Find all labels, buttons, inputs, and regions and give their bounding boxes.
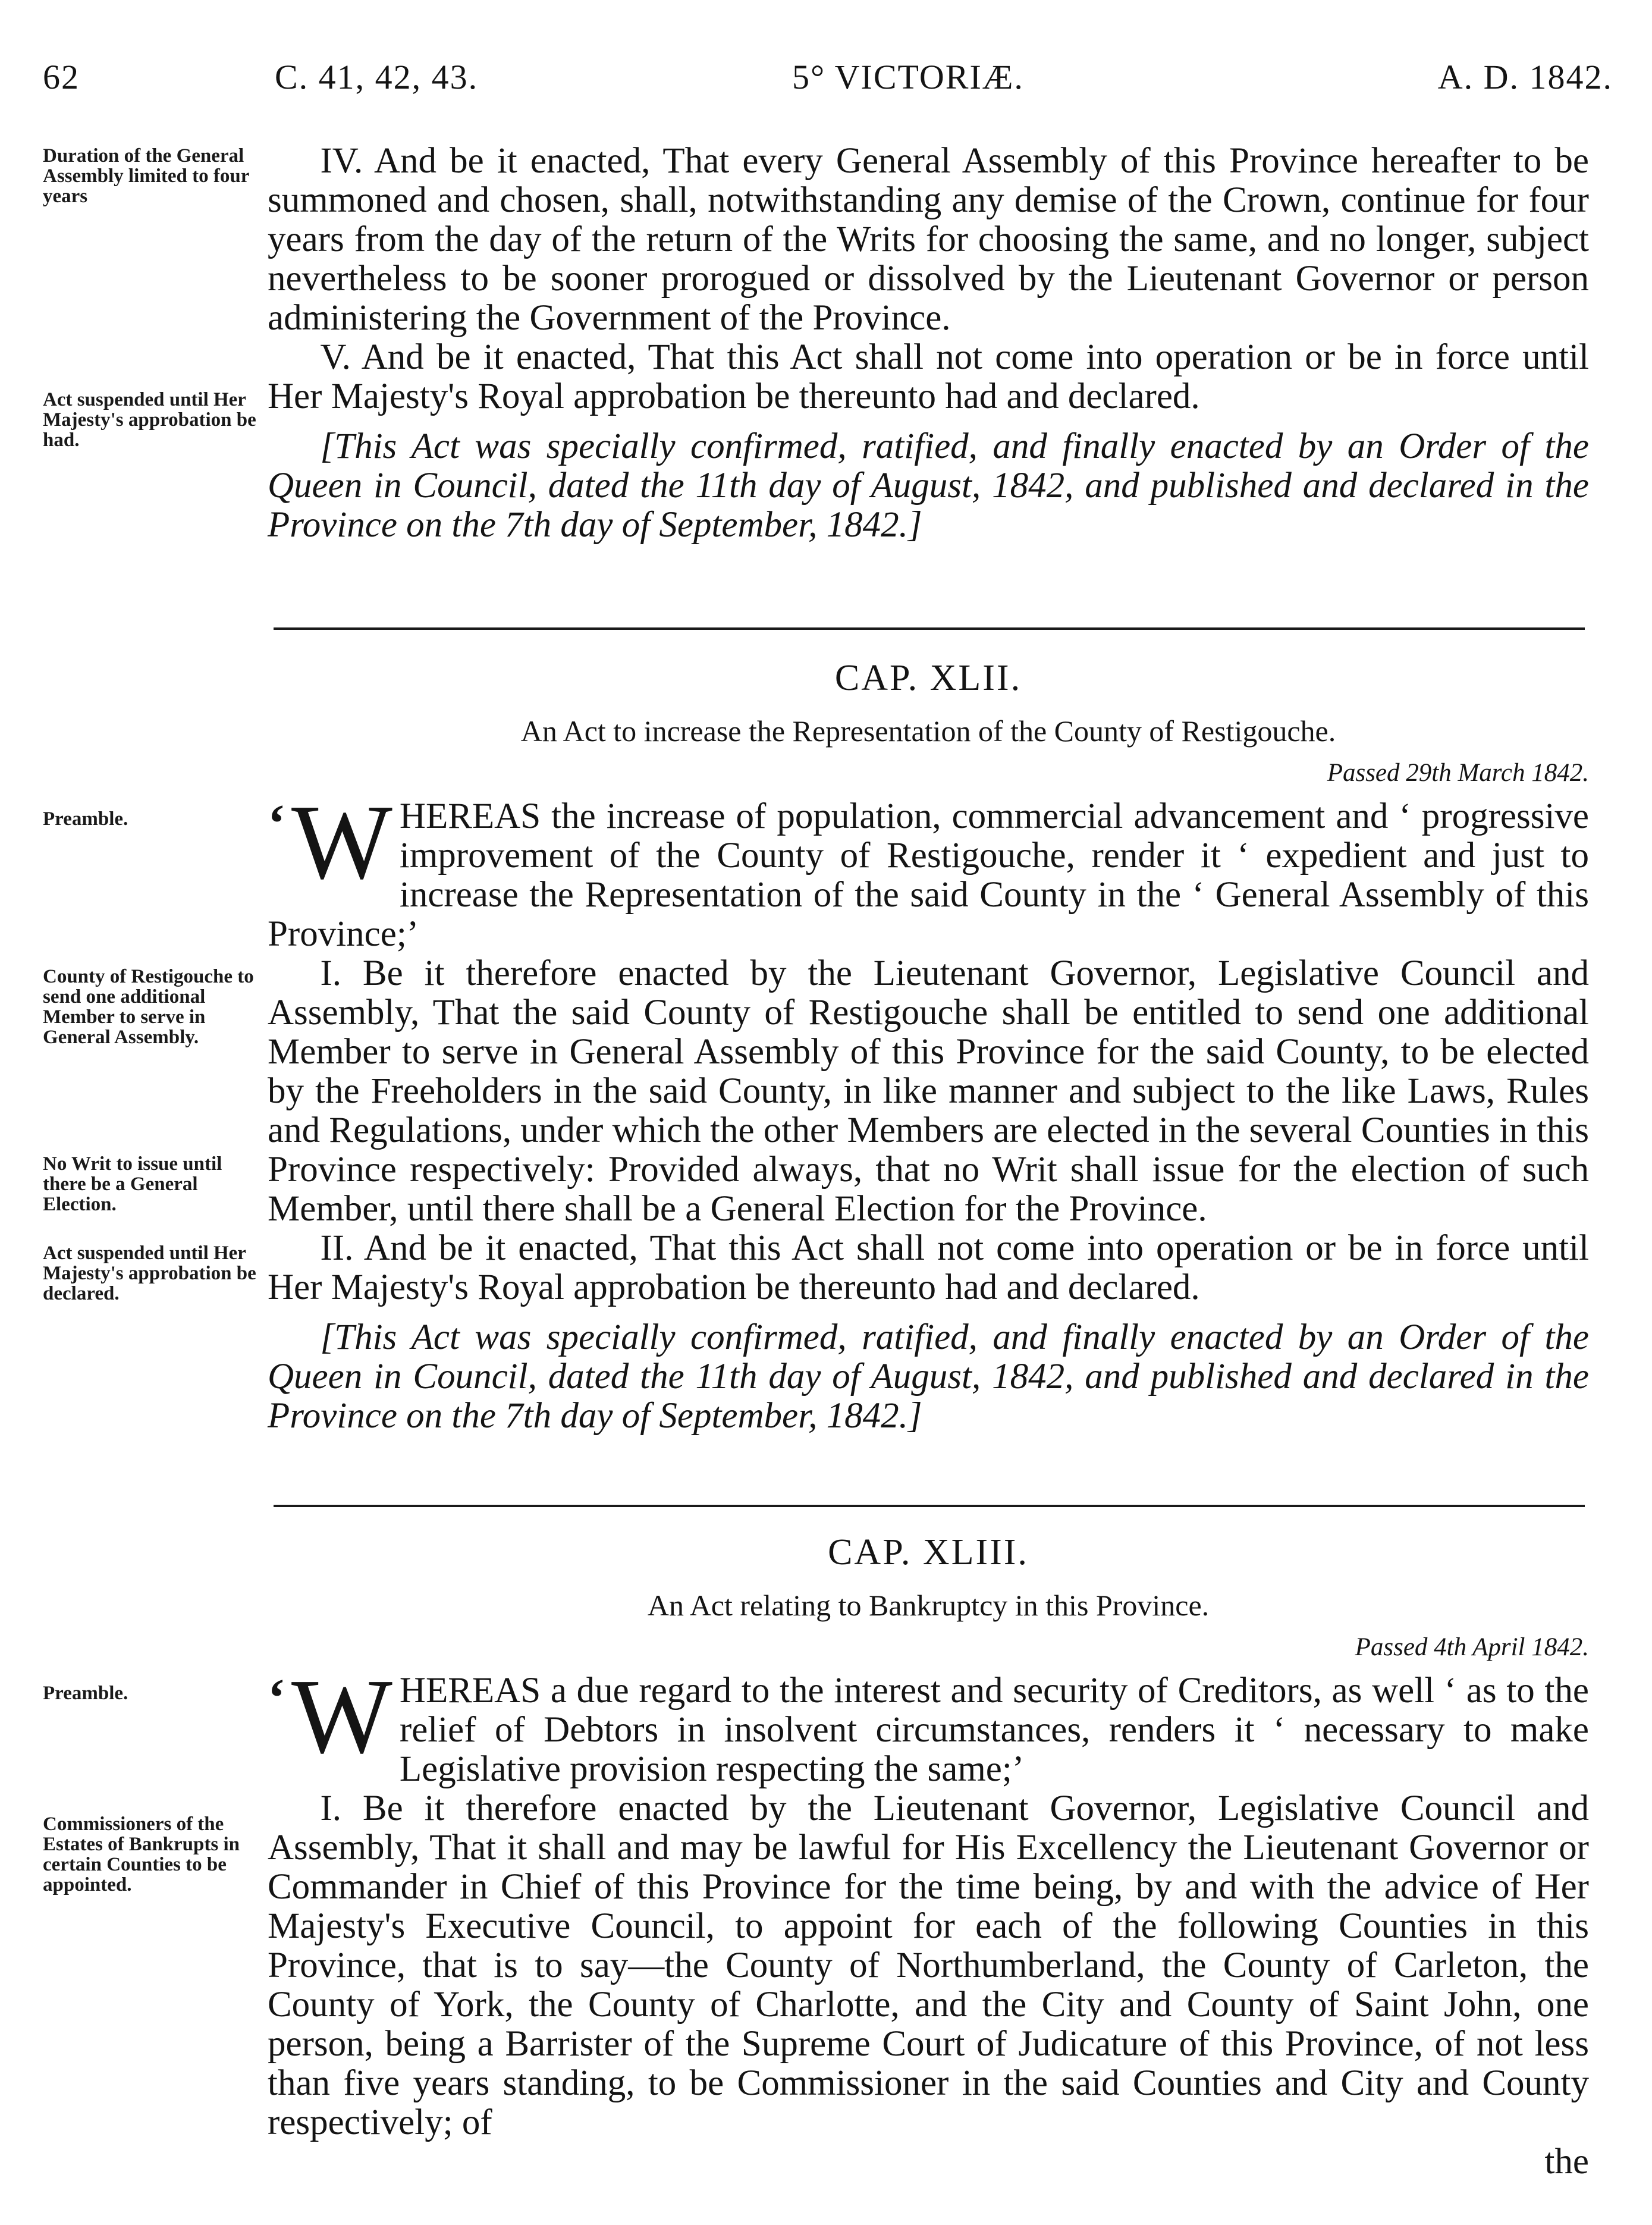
cap42-passed-date: Passed 29th March 1842. <box>1327 759 1589 787</box>
running-header <box>43 57 1613 111</box>
margin-note-act-suspended: Act suspended until Her Majesty's approbation be had. <box>43 389 256 451</box>
cap43-passed-date: Passed 4th April 1842. <box>1355 1633 1589 1661</box>
cap43-section-1: I. Be it therefore enacted by the Lieutenant Governor, Legislative Council and Assembly, That it shall and may be lawful for His Excellency the Lieutenant Governor or Commander in Chief of this Province for the time being, by and with the advice of Her Majesty's Executive Council, to appoint for each of the following Counties in this Province, that is to say—the County of Northumberland, the County of Carleton, the County of York, the County of Charlotte, and the City and County of Saint John, one person, being a Barrister of the Supreme Court of Judicature of this Province, of not less than five years standing, to be Commissioner in the said Counties and City and County respectively; of <box>268 1788 1589 2142</box>
cap43-heading: CAP. XLIII. <box>828 1532 1029 1573</box>
cap42-margin-writ: No Writ to issue until there be a General Election. <box>43 1153 222 1215</box>
anno-domini: A. D. 1842. <box>1437 58 1613 96</box>
cap42-section-2: II. And be it enacted, That this Act shall not come into operation or be in force until Her Majesty's Royal approbation be thereunto had and declared. <box>268 1228 1589 1307</box>
cap42-dropcap: W <box>291 783 392 901</box>
cap42-margin-member: County of Restigouche to send one additional Member to serve in General Assembly. <box>43 966 254 1048</box>
cap43-margin-preamble: Preamble. <box>43 1683 128 1704</box>
cap41-confirmation: [This Act was specially confirmed, ratified, and finally enacted by an Order of the Queen in Council, dated the 11th day of August, 1842, and published and declared in the Province on the 7th day of September, 1842.] <box>268 426 1589 545</box>
cap42-margin-preamble: Preamble. <box>43 808 128 830</box>
cap42-act-title: An Act to increase the Representation of the County of Restigouche. <box>520 714 1336 748</box>
cap43-margin-commissioners: Commissioners of the Estates of Bankrupts in certain Counties to be appointed. <box>43 1813 240 1896</box>
cap42-margin-suspended: Act suspended until Her Majesty's approbation be declared. <box>43 1242 256 1304</box>
section-divider <box>274 1505 1585 1507</box>
cap42-preamble <box>268 783 1589 954</box>
cap42-confirmation: [This Act was specially confirmed, ratified, and finally enacted by an Order of the Queen in Council, dated the 11th day of August, 1842, and published and declared in the Province on the 7th day of September, 1842.] <box>268 1317 1589 1436</box>
reign-year: 5° VICTORIÆ. <box>792 58 1024 96</box>
cap41-section-4: IV. And be it enacted, That every General Assembly of this Province hereafter to be summoned and chosen, shall, notwithstanding any demise of the Crown, continue for four years from the day of the return of the Writs for choosing the same, and no longer, subject nevertheless to be sooner prorogued or dissolved by the Lieutenant Governor or person administering the Government of the Province. <box>268 141 1589 338</box>
cap43-dropcap: W <box>291 1657 392 1775</box>
cap42-preamble-text: HEREAS the increase of population, commercial advancement and ‘ progressive improvement of the County of Restigouche, render it ‘ expedient and just to increase the Representation of the said County in the ‘ General Assembly of this Province;’ <box>268 796 1589 954</box>
cap41-body <box>268 142 1589 545</box>
cap43-body <box>268 1657 1589 2182</box>
margin-note-duration: Duration of the General Assembly limited to four years <box>43 145 249 207</box>
cap43-preamble-quote-mark: ‘ <box>268 1668 285 1727</box>
cap43-preamble <box>268 1657 1589 1789</box>
cap41-section-5: V. And be it enacted, That this Act shall not come into operation or be in force until Her Majesty's Royal approbation be thereunto had and declared. <box>268 337 1589 416</box>
cap42-body <box>268 783 1589 1436</box>
cap42-preamble-quote-mark: ‘ <box>268 794 285 853</box>
catchword: the <box>1544 2142 1589 2182</box>
cap43-preamble-text: HEREAS a due regard to the interest and security of Creditors, as well ‘ as to the relief of Debtors in insolvent circumstances, renders it ‘ necessary to make Legislative provision respecting the same;’ <box>399 1671 1589 1789</box>
cap43-act-title: An Act relating to Bankruptcy in this Province. <box>647 1589 1210 1622</box>
section-divider <box>274 627 1585 630</box>
cap42-section-1: I. Be it therefore enacted by the Lieutenant Governor, Legislative Council and Assembly, That the said County of Restigouche shall be entitled to send one additional Member to serve in General Assembly of this Province for the said County, to be elected by the Freeholders in the said County, in like manner and subject to the like Laws, Rules and Regulations, under which the other Members are elected in the several Counties in this Province respectively: Provided always, that no Writ shall issue for the election of such Member, until there shall be a General Election for the Province. <box>268 953 1589 1229</box>
chapter-numbers: C. 41, 42, 43. <box>275 58 479 96</box>
cap42-heading: CAP. XLII. <box>834 658 1022 698</box>
page-number: 62 <box>43 58 80 96</box>
